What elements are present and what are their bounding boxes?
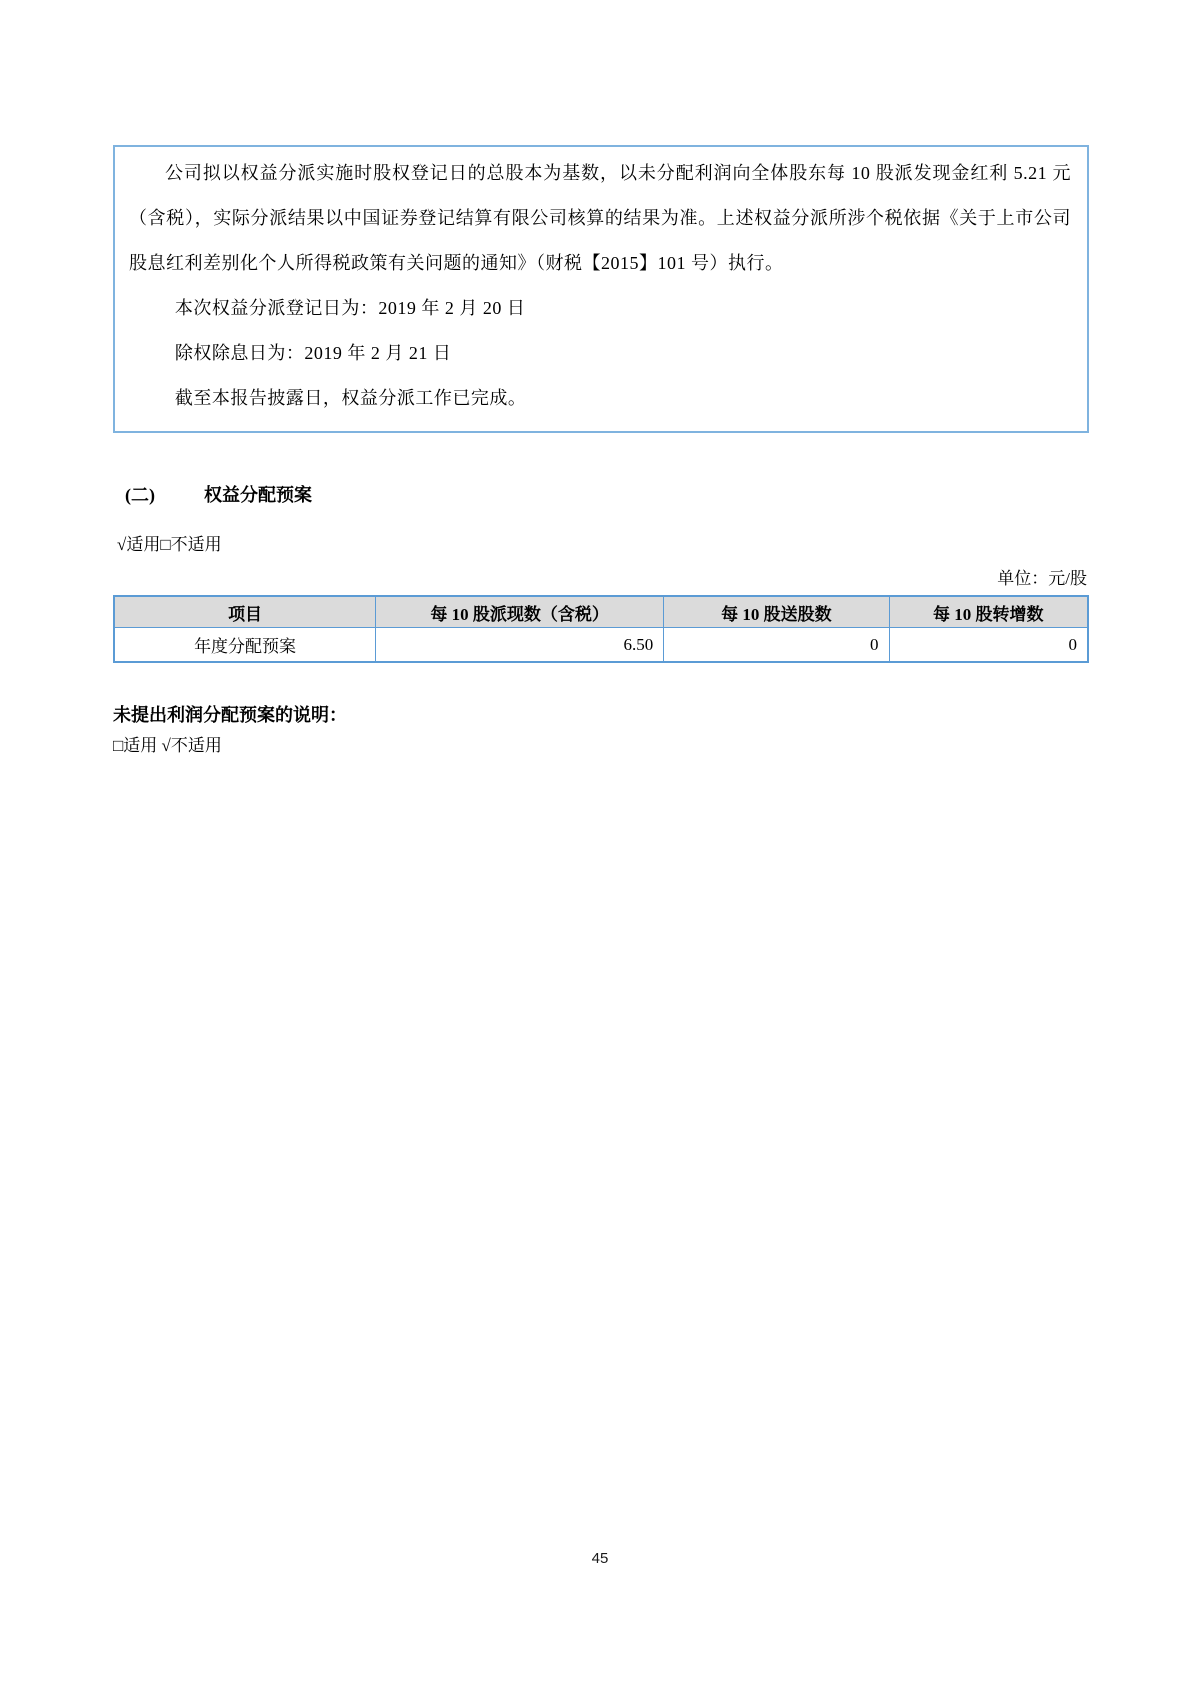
cell-bonus-shares-per-10: 0: [664, 628, 889, 663]
dividend-implementation-notice-box: [113, 145, 1089, 433]
table-header-row: [114, 596, 1088, 628]
cell-item-label: 年度分配预案: [114, 628, 376, 663]
table-row-annual-distribution-proposal: [114, 628, 1088, 663]
note-applicability-line: □适用 √不适用: [113, 736, 222, 755]
section-applicability-line: √适用□不适用: [117, 535, 222, 554]
cell-cash-per-10-shares: 6.50: [376, 628, 664, 663]
column-header-item: 项目: [114, 596, 376, 628]
unit-label: 单位：元/股: [997, 569, 1087, 588]
completion-status-line: 截至本报告披露日，权益分派工作已完成。: [174, 388, 527, 408]
section-title: 权益分配预案: [204, 485, 312, 505]
column-header-conversion-per-10: 每 10 股转增数: [889, 596, 1088, 628]
no-proposal-note-title: 未提出利润分配预案的说明：: [113, 705, 347, 725]
ex-dividend-date-line: 除权除息日为：2019 年 2 月 21 日: [174, 343, 452, 363]
record-date-line: 本次权益分派登记日为：2019 年 2 月 20 日: [174, 298, 526, 318]
page-number: 45: [591, 1550, 609, 1567]
page-content: [113, 145, 1089, 759]
dividend-proposal-table: [113, 595, 1089, 663]
column-header-bonus-shares-per-10: 每 10 股送股数: [664, 596, 889, 628]
section-number: (二): [125, 485, 155, 505]
cell-conversion-per-10: 0: [889, 628, 1088, 663]
section-heading: [113, 483, 1089, 508]
dividend-implementation-paragraph: 公司拟以权益分派实施时股权登记日的总股本为基数，以未分配利润向全体股东每 10 股派发现金红利 5.21 元（含税），实际分派结果以中国证券登记结算有限公司核算的结果为准。上述权益分派所涉个税依据《关于上市公司股息红利差别化个人所得税政策有关问题的通知》（财税【2015】101 号）执行。: [129, 163, 1071, 273]
column-header-cash-per-10-shares: 每 10 股派现数（含税）: [376, 596, 664, 628]
